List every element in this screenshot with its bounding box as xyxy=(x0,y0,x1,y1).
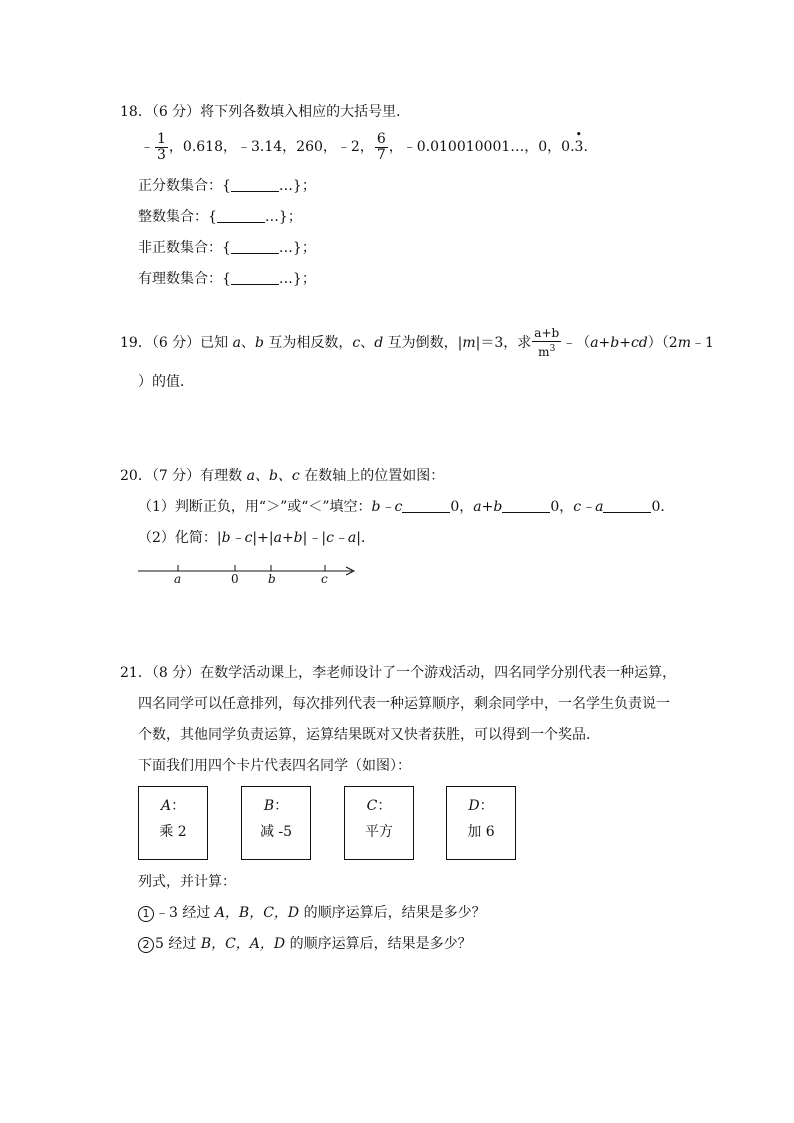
fraction-one-third: $\frac{1}{3}$ xyxy=(157,130,166,163)
circled-number-2: 2 xyxy=(138,937,154,953)
axis-label-b: b xyxy=(268,572,276,586)
q18-set-non-positive: 非正数集合：{ …}； xyxy=(138,240,316,256)
q21-line3: 个数，其他同学负责运算，运算结果既对又快者获胜，可以得到一个奖品． xyxy=(138,727,600,743)
axis-label-zero: 0 xyxy=(231,572,239,586)
answer-blank[interactable] xyxy=(231,270,279,285)
q20-stem: 20．（7 分）有理数 a、b、c 在数轴上的位置如图： xyxy=(120,468,445,484)
card-d: D： 加 6 xyxy=(446,786,516,860)
card-a: A： 乘 2 xyxy=(138,786,208,860)
q19-continuation: ）的值． xyxy=(138,374,194,390)
q21-subquestion-2: 2 5 经过 B，C，A，D 的顺序运算后，结果是多少？ xyxy=(138,934,472,954)
q20-part2: （2）化简：|b﹣c|+|a+b|﹣|c﹣a|． xyxy=(138,530,375,546)
q18-set-integers: 整数集合：{ …}； xyxy=(138,209,302,225)
card-c: C： 平方 xyxy=(344,786,414,860)
answer-blank[interactable] xyxy=(217,208,265,223)
q18-numbers: ﹣ $\frac{1}{3}$ ，0.618，﹣3.14，260，﹣2， $\frac{6}{7}$ ，﹣0.010010001…，0，0.• 3. xyxy=(140,131,588,163)
q21-subquestion-1: 1 ﹣3 经过 A，B，C，D 的顺序运算后，结果是多少？ xyxy=(138,903,486,923)
q18-set-positive-fractions: 正分数集合：{ …}； xyxy=(138,178,316,194)
answer-blank[interactable] xyxy=(231,177,279,192)
fraction-a-plus-b-over-m-cubed: $\frac{a+b}{m^3}$ xyxy=(534,326,560,359)
axis-label-a: a xyxy=(174,572,182,586)
q21-calc-instruction: 列式，并计算： xyxy=(138,874,236,890)
axis-label-c: c xyxy=(321,572,328,586)
answer-blank[interactable] xyxy=(231,239,279,254)
q19-stem: 19．（6 分）已知 a、b 互为相反数，c、d 互为倒数，|m|＝3，求 $\frac{a+b}{m^3}$ ﹣（a+b+cd）（2m﹣1 xyxy=(120,326,714,359)
q21-line2: 四名同学可以任意排列，每次排列代表一种运算顺序，剩余同学中，一名学生负责说一 xyxy=(138,696,670,712)
answer-blank[interactable] xyxy=(402,498,450,513)
answer-blank[interactable] xyxy=(603,498,651,513)
circled-number-1: 1 xyxy=(138,906,154,922)
fraction-six-sevenths: $\frac{6}{7}$ xyxy=(376,130,386,163)
answer-blank[interactable] xyxy=(502,498,550,513)
q21-line4: 下面我们用四个卡片代表四名同学（如图）： xyxy=(138,758,411,774)
repeating-digit: • 3 xyxy=(575,131,584,163)
q18-set-rationals: 有理数集合：{ …}； xyxy=(138,271,316,287)
q20-part1: （1）判断正负，用“＞”或“＜”填空：b﹣c 0，a+b 0，c﹣a 0． xyxy=(138,499,675,515)
q18-stem: 18．（6 分）将下列各数填入相应的大括号里． xyxy=(120,104,411,120)
card-b: B： 减 -5 xyxy=(241,786,311,860)
q21-line1: 21．（8 分）在数学活动课上，李老师设计了一个游戏活动，四名同学分别代表一种运算， xyxy=(120,665,677,681)
